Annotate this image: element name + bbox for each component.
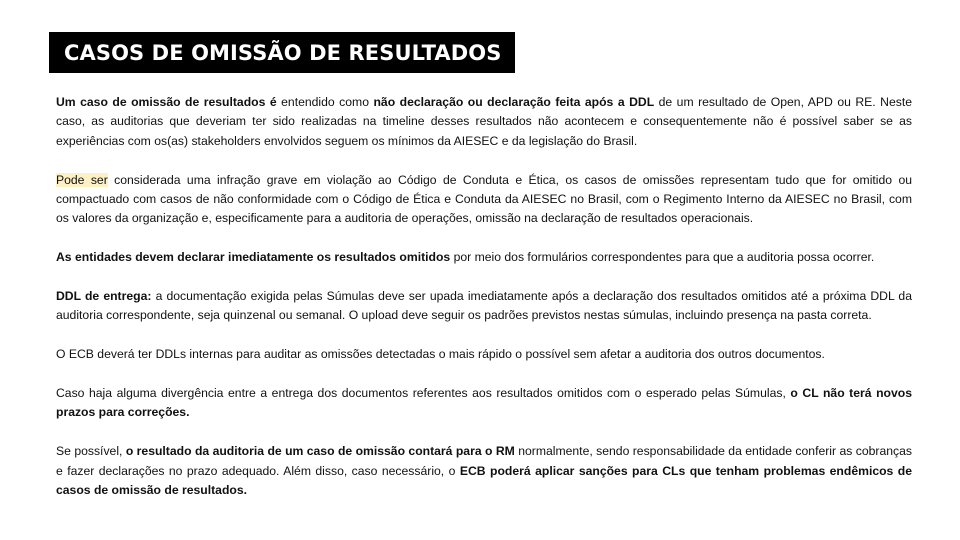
text-run: Caso haja alguma divergência entre a entrega dos documentos referentes aos resultados omitidos com o esperado pelas Súmulas,	[56, 386, 791, 401]
rm-paragraph	[56, 442, 912, 500]
definition-paragraph	[56, 93, 912, 151]
slide-body	[56, 93, 912, 520]
bold-text: DDL de entrega:	[56, 289, 152, 304]
text-run: por meio dos formulários correspondentes para que a auditoria possa ocorrer.	[450, 250, 875, 265]
bold-text: As entidades devem declarar imediatamente os resultados omitidos	[56, 250, 451, 265]
text-run: O ECB deverá ter DDLs internas para auditar as omissões detectadas o mais rápido o possível sem afetar a auditoria dos outros documentos.	[56, 347, 825, 362]
ddl-paragraph	[56, 287, 912, 326]
text-run: entendido como	[276, 95, 374, 109]
divergence-paragraph	[56, 384, 912, 423]
slide-title-bar	[49, 32, 515, 73]
ecb-paragraph	[56, 345, 912, 364]
bold-text: ECB poderá aplicar sanções para CLs que tenham problemas endêmicos de casos de omissão de resultados.	[56, 463, 912, 498]
highlighted-text: Pode ser	[56, 172, 108, 187]
bold-text: o resultado da auditoria de um caso de omissão contará para o RM	[125, 444, 515, 459]
slide-title: CASOS DE OMISSÃO DE RESULTADOS	[64, 40, 502, 65]
text-run: de um resultado de Open, APD ou RE. Neste caso, as auditorias que deveriam ter sido realizadas na timeline desses resultados não acontecem e consequentemente não é possível saber se as experiências com os(as) stakeholders envolvidos seguem os mínimos da AIESEC e da legislação do Brasil.	[56, 95, 912, 148]
bold-text: não declaração ou declaração feita após a DDL	[373, 95, 655, 109]
infraction-paragraph	[56, 171, 912, 229]
bold-text: Um caso de omissão de resultados é	[56, 95, 277, 109]
bold-text: o CL não terá novos prazos para correções.	[56, 386, 912, 420]
text-run: Se possível,	[56, 444, 126, 459]
text-run: normalmente, sendo responsabilidade da entidade conferir as cobranças e fazer declarações no prazo adequado. Além disso, caso necessário, o	[56, 444, 912, 478]
declaration-paragraph	[56, 248, 912, 267]
text-run: considerada uma infração grave em violação ao Código de Conduta e Ética, os casos de omissões representam tudo que for omitido ou compactuado com casos de não conformidade com o Código de Ética e Conduta da AIESEC no Brasil, com o Regimento Interno da AIESEC no Brasil, com os valores da organização e, especificamente para a auditoria de operações, omissão na declaração de resultados operacionais.	[56, 172, 913, 226]
text-run: a documentação exigida pelas Súmulas deve ser upada imediatamente após a declaração dos resultados omitidos até a próxima DDL da auditoria correspondente, seja quinzenal ou semanal. O upload deve seguir os padrões previstos nestas súmulas, incluindo presença na pasta correta.	[56, 289, 912, 323]
